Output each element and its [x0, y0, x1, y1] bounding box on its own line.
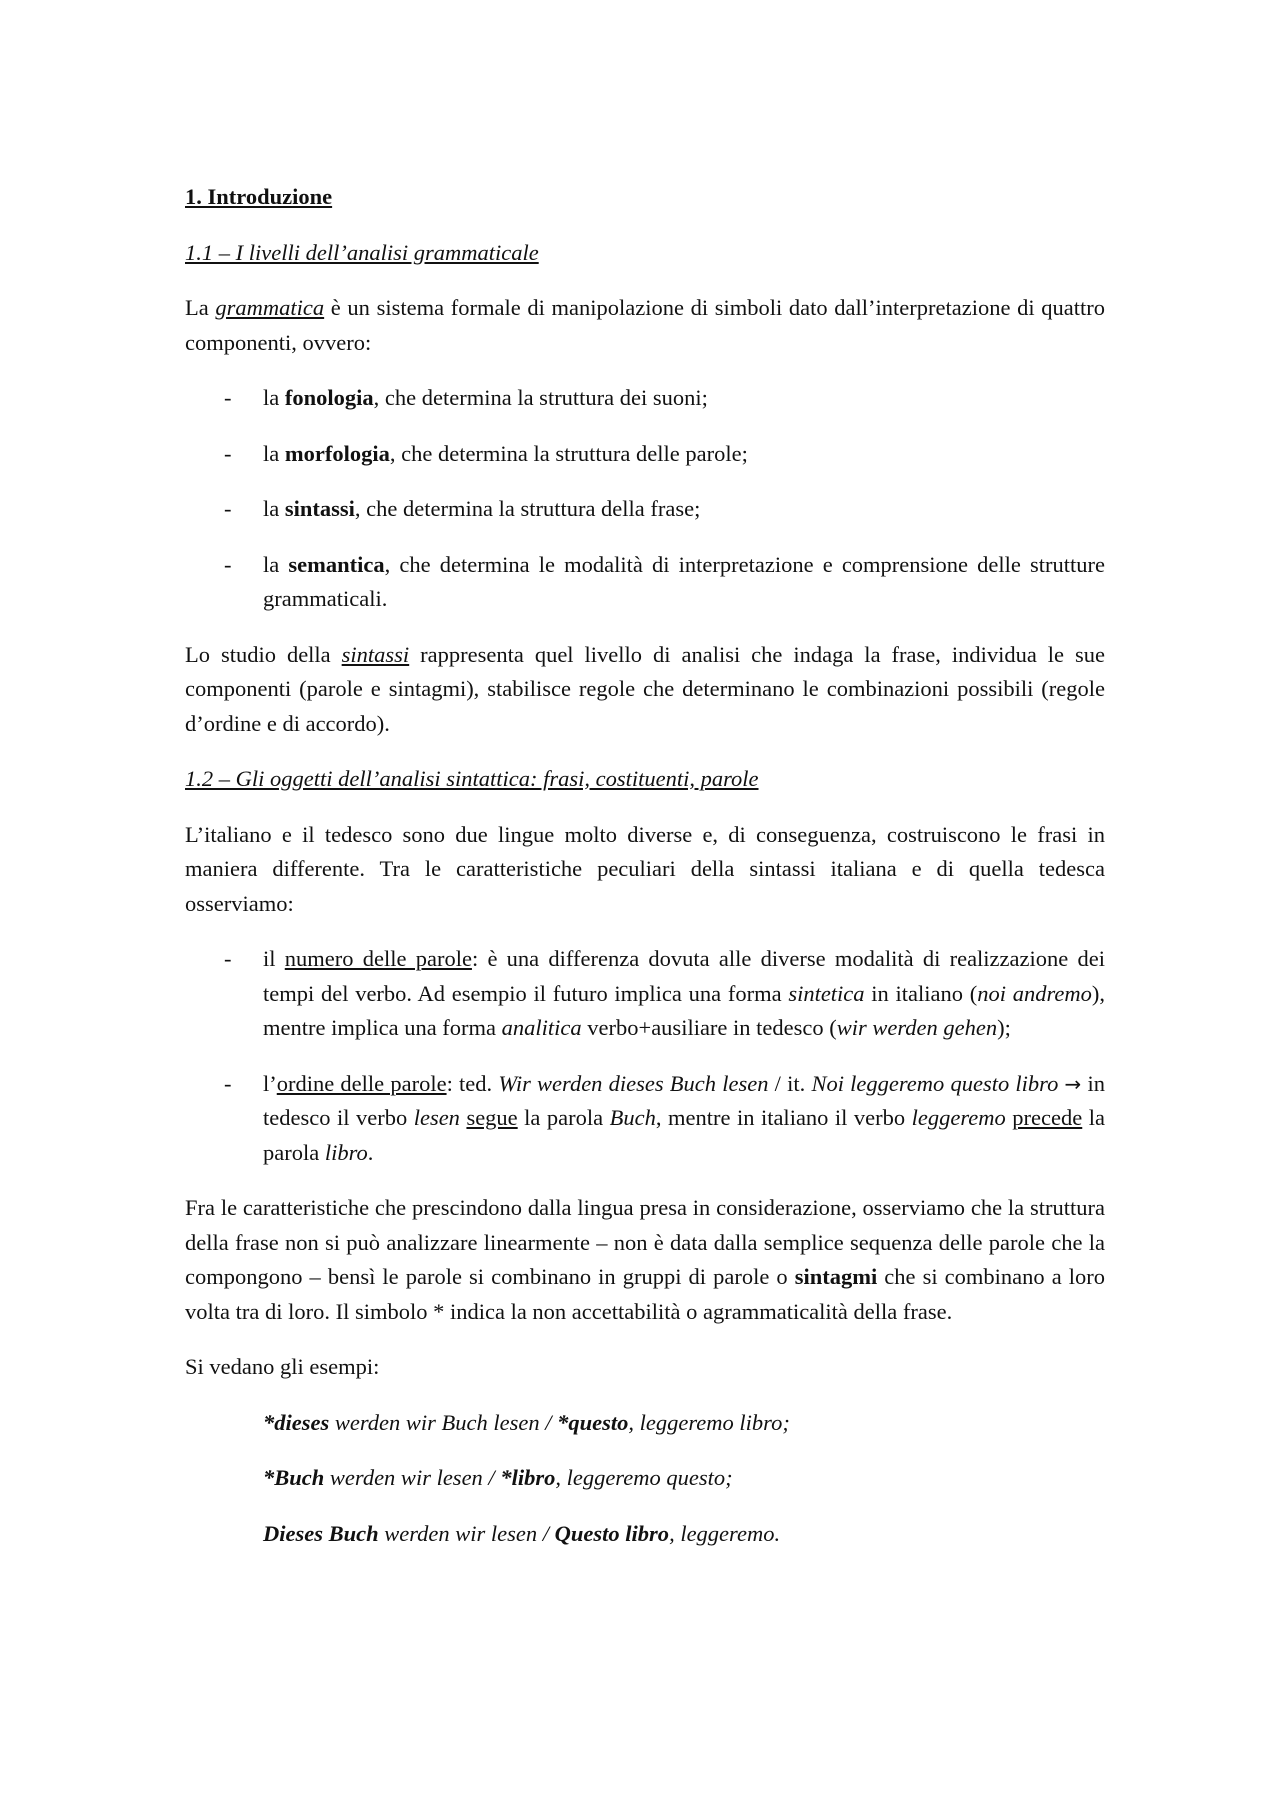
list-item-morfologia: - la morfologia, che determina la struttura delle parole; [224, 440, 748, 466]
list-item-semantica: - la semantica, che determina le modalità di interpretazione e comprensione delle strutture grammaticali. [224, 551, 1105, 611]
example-1: *dieses werden wir Buch lesen / *questo, leggeremo libro; [263, 1409, 790, 1435]
section-1-title: 1.1 – I livelli dell’analisi grammaticale [185, 239, 539, 265]
syntax-paragraph: Lo studio della sintassi rappresenta quel livello di analisi che indaga la frase, individua le sue componenti (parole e sintagmi), stabilisce regole che determinano le combinazioni possibili (regole d’ordine e di accordo). [185, 641, 1105, 736]
section-2-title: 1.2 – Gli oggetti dell’analisi sintattica: frasi, costituenti, parole [185, 766, 759, 791]
right-arrow-icon: → [1064, 1071, 1082, 1096]
list-item-ordine-parole: - l’ordine delle parole: ted. Wir werden dieses Buch lesen / it. Noi leggeremo questo libro → in tedesco il verbo lesen segue la parola Buch, mentre in italiano il verbo leggeremo precede la parola libro. [224, 1070, 1105, 1165]
list-item-sintassi: - la sintassi, che determina la struttura della frase; [224, 496, 701, 521]
differences-list [185, 942, 1105, 1170]
structure-paragraph: Fra le caratteristiche che prescindono dalla lingua presa in considerazione, osserviamo che la struttura della frase non si può analizzare linearmente – non è data dalla semplice sequenza delle parole che la compongono – bensì le parole si combinano in gruppi di parole o sintagmi che si combinano a loro volta tra di loro. Il simbolo * indica la non accettabilità o agrammaticalità della frase. [185, 1195, 1105, 1324]
examples-intro: Si vedano gli esempi: [185, 1354, 380, 1379]
languages-paragraph: L’italiano e il tedesco sono due lingue molto diverse e, di conseguenza, costruiscono le frasi in maniera differente. Tra le caratteristiche peculiari della sintassi italiana e di quella tedesca osserviamo: [185, 821, 1105, 916]
list-item-numero-parole: - il numero delle parole: è una differenza dovuta alle diverse modalità di realizzazione dei tempi del verbo. Ad esempio il futuro implica una forma sintetica in italiano (noi andremo), mentre implica una forma analitica verbo+ausiliare in tedesco (wir werden gehen); [224, 946, 1105, 1040]
term-grammatica: grammatica [215, 295, 325, 320]
example-3: Dieses Buch werden wir lesen / Questo libro, leggeremo. [263, 1520, 781, 1546]
grammar-definition-paragraph: La grammatica è un sistema formale di manipolazione di simboli dato dall’interpretazione di quattro componenti, ovvero: [185, 295, 1105, 355]
components-list [185, 381, 1105, 617]
term-sintassi: sintassi [341, 641, 410, 667]
example-2: *Buch werden wir lesen / *libro, leggeremo questo; [263, 1465, 733, 1490]
list-item-fonologia: - la fonologia, che determina la struttura dei suoni; [224, 385, 708, 410]
document-page [185, 180, 1105, 1572]
chapter-heading: 1. Introduzione [185, 184, 333, 209]
